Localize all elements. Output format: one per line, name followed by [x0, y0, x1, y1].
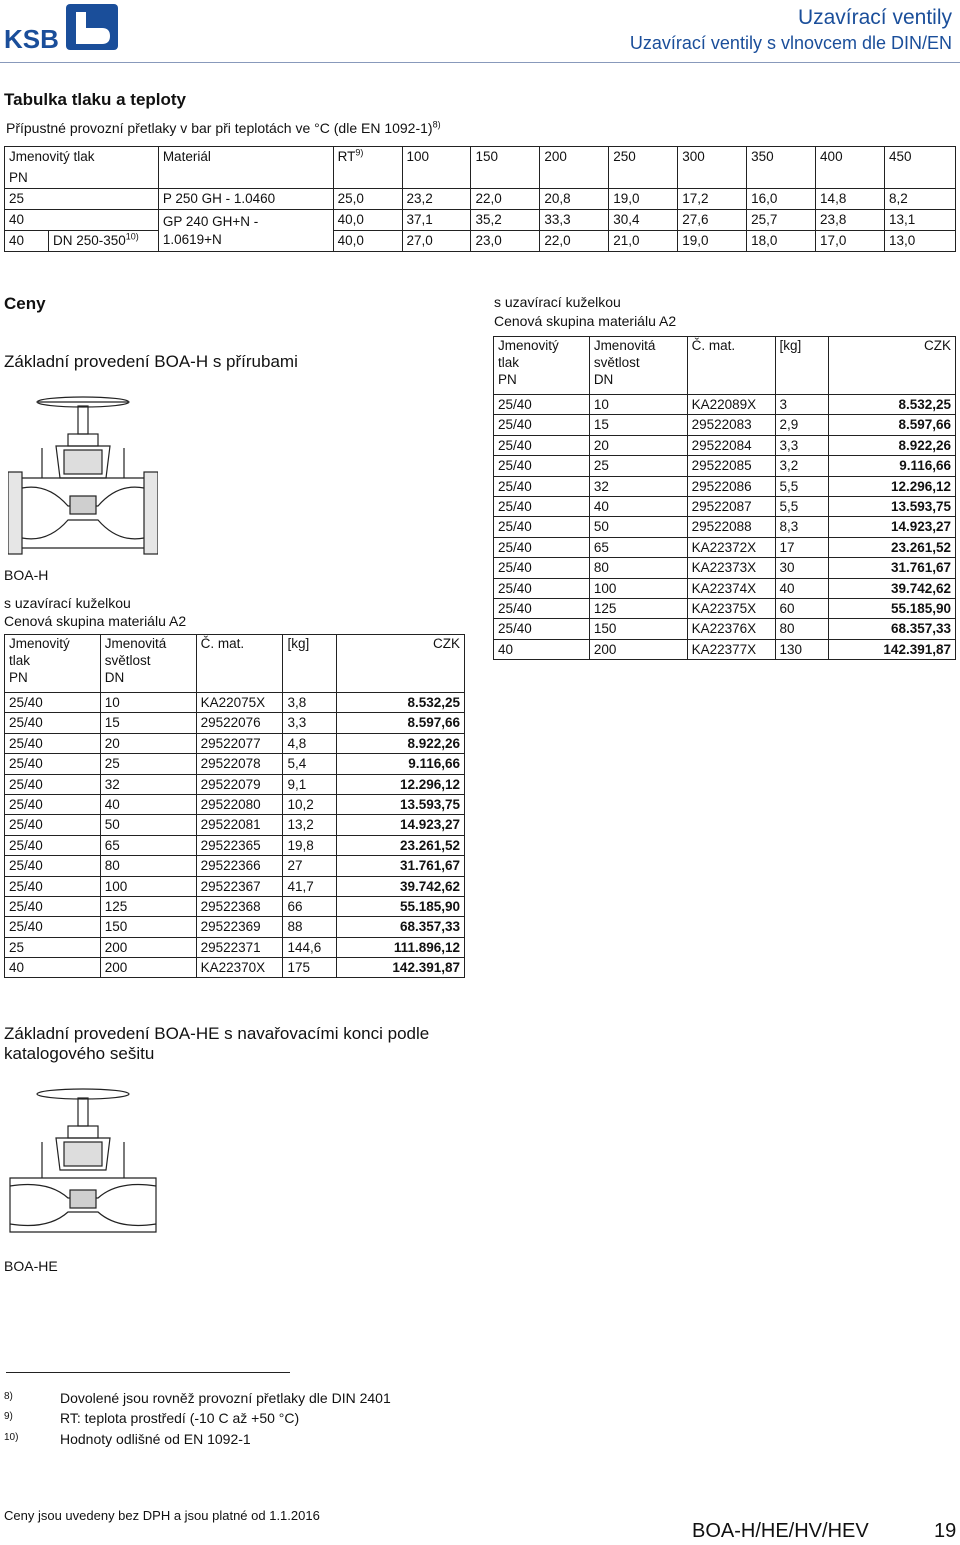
cell-price: 68.357,33: [337, 917, 465, 937]
cell-weight: 8,3: [775, 517, 829, 537]
header-temp: 150: [471, 147, 540, 168]
cell-price: 23.261,52: [337, 835, 465, 855]
cell-dn: 50: [589, 517, 687, 537]
cell-price: 9.116,66: [337, 754, 465, 774]
cell-price: 31.761,67: [829, 558, 956, 578]
cell-dn: 10: [100, 693, 196, 713]
cell-value: 30,4: [609, 210, 678, 231]
cell-price: 13.593,75: [829, 496, 956, 516]
cell-dn: 20: [100, 733, 196, 753]
pressure-section-note: Přípustné provozní přetlaky v bar při teplotách ve °C (dle EN 1092-1)$^{8)}$: [6, 119, 441, 136]
table-row: [494, 558, 956, 578]
cell-value: 40,0: [333, 231, 402, 252]
cell-pn: 25/40: [5, 876, 101, 896]
cell-weight: 5,4: [283, 754, 337, 774]
table-row: [494, 517, 956, 537]
cell-dn: 25: [100, 754, 196, 774]
cell-value: 16,0: [747, 189, 816, 210]
cell-weight: 175: [283, 958, 337, 978]
table2-subtitle: s uzavírací kuželkou: [494, 294, 621, 310]
table-row: [494, 598, 956, 618]
cell-dn: 200: [100, 958, 196, 978]
table-row: [494, 456, 956, 476]
cell-dn: 40: [589, 496, 687, 516]
cell-value: 20,8: [540, 189, 609, 210]
cell-material-number: 29522087: [687, 496, 775, 516]
cell-dn: 15: [589, 415, 687, 435]
header-temp: 250: [609, 147, 678, 168]
cell-value: 40,0: [333, 210, 402, 231]
cell-dn: 32: [589, 476, 687, 496]
table-row: [5, 835, 465, 855]
table-row: [494, 435, 956, 455]
prices-title: Ceny: [4, 294, 46, 313]
table-row: [5, 917, 465, 937]
cell-weight: 66: [283, 896, 337, 916]
table2-material-group: Cenová skupina materiálu A2: [494, 313, 677, 329]
cell-dn: 25: [589, 456, 687, 476]
cell-value: 33,3: [540, 210, 609, 231]
cell-pn: 25/40: [494, 517, 590, 537]
cell-weight: 30: [775, 558, 829, 578]
cell-weight: 3,8: [283, 693, 337, 713]
cell-material-number: KA22089X: [687, 395, 775, 415]
table-row: [5, 231, 956, 252]
cell-pn: 40: [5, 231, 49, 252]
cell-value: 37,1: [402, 210, 471, 231]
cell-pn: 25/40: [5, 835, 101, 855]
cell-weight: 9,1: [283, 774, 337, 794]
table-row: [494, 639, 956, 659]
cell-material-number: 29522078: [196, 754, 283, 774]
cell-material-number: KA22370X: [196, 958, 283, 978]
table-row: [494, 496, 956, 516]
header-pn: Jmenovitý tlak: [5, 147, 159, 168]
cell-price: 39.742,62: [337, 876, 465, 896]
cell-value: 25,0: [333, 189, 402, 210]
header-material: Materiál: [158, 147, 333, 168]
cell-pn: 25/40: [494, 537, 590, 557]
cell-pn: 25/40: [494, 395, 590, 415]
cell-material-number: 29522076: [196, 713, 283, 733]
cell-weight: 19,8: [283, 835, 337, 855]
cell-value: 22,0: [471, 189, 540, 210]
cell-pn: 25/40: [494, 435, 590, 455]
cell-value: 25,7: [747, 210, 816, 231]
cell-pn: 25/40: [5, 917, 101, 937]
table-row: [5, 693, 465, 713]
cell-dn: 10: [589, 395, 687, 415]
cell-material-number: KA22377X: [687, 639, 775, 659]
table-row: [494, 476, 956, 496]
cell-material-number: KA22372X: [687, 537, 775, 557]
header-divider: [0, 62, 960, 63]
page-number: 19: [934, 1520, 957, 1542]
table-row: [5, 713, 465, 733]
logo-text: KSB: [4, 24, 59, 52]
cell-weight: 13,2: [283, 815, 337, 835]
header-temp: 100: [402, 147, 471, 168]
cell-price: 8.532,25: [337, 693, 465, 713]
cell-dn: 65: [589, 537, 687, 557]
cell-weight: 88: [283, 917, 337, 937]
table-row: [5, 896, 465, 916]
cell-material-number: 29522366: [196, 856, 283, 876]
cell-dn: 150: [100, 917, 196, 937]
footer-note: Ceny jsou uvedeny bez DPH a jsou platné od 1.1.2016: [4, 1508, 320, 1523]
table-header-row: [5, 635, 465, 693]
cell-weight: 60: [775, 598, 829, 618]
footnote: 10) Hodnoty odlišné od EN 1092-1: [4, 1431, 251, 1447]
header-price: CZK: [337, 635, 465, 693]
cell-price: 8.922,26: [337, 733, 465, 753]
footer-document-code: BOA-H/HE/HV/HEV: [692, 1520, 869, 1542]
table-row: [494, 415, 956, 435]
boa-he-valve-drawing: [8, 1082, 158, 1250]
cell-dn: 65: [100, 835, 196, 855]
cell-value: 19,0: [678, 231, 747, 252]
cell-dn: 15: [100, 713, 196, 733]
header-price: CZK: [829, 337, 956, 395]
cell-price: 14.923,27: [829, 517, 956, 537]
header-pn-unit: PN: [5, 168, 159, 189]
cell-price: 8.597,66: [337, 713, 465, 733]
footnote-divider: [6, 1372, 290, 1373]
table-header-row-2: [5, 168, 956, 189]
cell-weight: 4,8: [283, 733, 337, 753]
cell-weight: 5,5: [775, 476, 829, 496]
table-row: [5, 189, 956, 210]
table-row: [494, 395, 956, 415]
cell-pn: 25/40: [5, 754, 101, 774]
cell-weight: 3,3: [775, 435, 829, 455]
cell-price: 55.185,90: [829, 598, 956, 618]
cell-weight: 144,6: [283, 937, 337, 957]
cell-pn: 25: [5, 189, 159, 210]
table-row: [5, 815, 465, 835]
cell-material-number: 29522085: [687, 456, 775, 476]
cell-price: 13.593,75: [337, 794, 465, 814]
variant2-title: Základní provedení BOA-HE s navařovacími konci podle katalogového sešitu: [4, 1024, 430, 1063]
table-row: [5, 937, 465, 957]
cell-pn: 40: [5, 958, 101, 978]
table-row: [5, 876, 465, 896]
footnote: 9) RT: teplota prostředí (-10 C až +50 °C): [4, 1410, 300, 1426]
price-table-boa-h: [4, 634, 465, 978]
cell-price: 12.296,12: [337, 774, 465, 794]
cell-pn: 25/40: [494, 598, 590, 618]
cell-material-number: 29522079: [196, 774, 283, 794]
cell-pn: 40: [494, 639, 590, 659]
cell-material-number: 29522367: [196, 876, 283, 896]
cell-pn: 25/40: [494, 558, 590, 578]
ksb-logo: [4, 2, 128, 52]
cell-value: 19,0: [609, 189, 678, 210]
cell-weight: 3,2: [775, 456, 829, 476]
header-pn: Jmenovitý tlak PN: [494, 337, 590, 395]
cell-dn: 200: [100, 937, 196, 957]
cell-price: 23.261,52: [829, 537, 956, 557]
header-material-number: Č. mat.: [196, 635, 283, 693]
cell-material-number: 29522077: [196, 733, 283, 753]
header-temp: 300: [678, 147, 747, 168]
cell-value: 23,2: [402, 189, 471, 210]
cell-price: 111.896,12: [337, 937, 465, 957]
table-row: [5, 210, 956, 231]
cell-weight: 41,7: [283, 876, 337, 896]
cell-value: 13,0: [884, 231, 955, 252]
cell-material-number: 29522365: [196, 835, 283, 855]
cell-value: 27,0: [402, 231, 471, 252]
table1-subtitle: s uzavírací kuželkou: [4, 595, 131, 611]
cell-value: 17,0: [816, 231, 885, 252]
cell-material-number: 29522081: [196, 815, 283, 835]
cell-weight: 17: [775, 537, 829, 557]
cell-pn: 25: [5, 937, 101, 957]
header-title: Uzavírací ventily: [797, 6, 952, 29]
cell-price: 12.296,12: [829, 476, 956, 496]
header-pn: Jmenovitý tlak PN: [5, 635, 101, 693]
cell-pn: 25/40: [5, 713, 101, 733]
cell-material: P 250 GH - 1.0460: [158, 189, 333, 210]
table-row: [494, 619, 956, 639]
cell-price: 31.761,67: [337, 856, 465, 876]
cell-price: 55.185,90: [337, 896, 465, 916]
cell-value: 18,0: [747, 231, 816, 252]
cell-value: 27,6: [678, 210, 747, 231]
cell-price: 68.357,33: [829, 619, 956, 639]
header-material-number: Č. mat.: [687, 337, 775, 395]
cell-material-number: KA22374X: [687, 578, 775, 598]
cell-pn: 25/40: [5, 774, 101, 794]
cell-value: 13,1: [884, 210, 955, 231]
cell-value: 23,8: [816, 210, 885, 231]
table-header-row: [5, 147, 956, 168]
table-row: [494, 537, 956, 557]
cell-pn: 25/40: [5, 733, 101, 753]
cell-pn: 40: [5, 210, 159, 231]
header-subtitle: Uzavírací ventily s vlnovcem dle DIN/EN: [629, 33, 952, 53]
cell-weight: 40: [775, 578, 829, 598]
cell-value: 21,0: [609, 231, 678, 252]
header-weight: [kg]: [283, 635, 337, 693]
cell-pn: 25/40: [494, 415, 590, 435]
table-row: [494, 578, 956, 598]
cell-dn: 100: [100, 876, 196, 896]
header-dn: Jmenovitá světlost DN: [589, 337, 687, 395]
header-temp: 400: [816, 147, 885, 168]
cell-price: 8.532,25: [829, 395, 956, 415]
cell-price: 8.597,66: [829, 415, 956, 435]
cell-value: 22,0: [540, 231, 609, 252]
cell-material-number: 29522371: [196, 937, 283, 957]
header-temp: 450: [884, 147, 955, 168]
table-row: [5, 754, 465, 774]
cell-weight: 3: [775, 395, 829, 415]
cell-price: 9.116,66: [829, 456, 956, 476]
cell-dn: 200: [589, 639, 687, 659]
cell-pn: 25/40: [5, 856, 101, 876]
cell-dn: 80: [589, 558, 687, 578]
cell-dn: 150: [589, 619, 687, 639]
cell-dn: 80: [100, 856, 196, 876]
cell-material-number: 29522368: [196, 896, 283, 916]
cell-value: 8,2: [884, 189, 955, 210]
boa-h-valve-drawing: [8, 388, 158, 558]
cell-material-number: KA22075X: [196, 693, 283, 713]
variant2-image-label: BOA-HE: [4, 1258, 58, 1274]
cell-dn: 40: [100, 794, 196, 814]
cell-dn: 50: [100, 815, 196, 835]
cell-pn: 25/40: [494, 619, 590, 639]
cell-dn: 125: [589, 598, 687, 618]
cell-material-number: KA22375X: [687, 598, 775, 618]
cell-material-number: 29522088: [687, 517, 775, 537]
header-rt: RT$^{9)}$: [333, 147, 402, 168]
header-temp: 200: [540, 147, 609, 168]
cell-pn: 25/40: [494, 456, 590, 476]
table-row: [5, 733, 465, 753]
cell-material-number: 29522086: [687, 476, 775, 496]
cell-weight: 130: [775, 639, 829, 659]
variant1-title: Základní provedení BOA-H s přírubami: [4, 352, 298, 371]
variant1-image-label: BOA-H: [4, 567, 49, 583]
header-weight: [kg]: [775, 337, 829, 395]
cell-material-number: 29522084: [687, 435, 775, 455]
cell-pn: 25/40: [494, 476, 590, 496]
cell-price: 8.922,26: [829, 435, 956, 455]
cell-material-number: KA22376X: [687, 619, 775, 639]
cell-price: 39.742,62: [829, 578, 956, 598]
cell-material-number: 29522080: [196, 794, 283, 814]
cell-value: 17,2: [678, 189, 747, 210]
cell-weight: 10,2: [283, 794, 337, 814]
header-temp: 350: [747, 147, 816, 168]
table-row: [5, 774, 465, 794]
cell-value: 35,2: [471, 210, 540, 231]
cell-weight: 80: [775, 619, 829, 639]
cell-pn: 25/40: [5, 896, 101, 916]
cell-dn: 32: [100, 774, 196, 794]
cell-pn: 25/40: [5, 794, 101, 814]
cell-dn: 20: [589, 435, 687, 455]
footnote: 8) Dovolené jsou rovněž provozní přetlaky dle DIN 2401: [4, 1390, 391, 1406]
table-row: [5, 856, 465, 876]
cell-value: 14,8: [816, 189, 885, 210]
cell-weight: 3,3: [283, 713, 337, 733]
cell-weight: 2,9: [775, 415, 829, 435]
pressure-section-title: Tabulka tlaku a teploty: [4, 90, 187, 109]
cell-dn: DN 250-350$^{10)}$: [48, 231, 158, 252]
cell-pn: 25/40: [494, 578, 590, 598]
cell-value: 23,0: [471, 231, 540, 252]
pressure-temperature-table: [4, 146, 956, 252]
cell-material-number: 29522083: [687, 415, 775, 435]
price-table-boa-he: [493, 336, 956, 660]
cell-material-number: 29522369: [196, 917, 283, 937]
cell-dn: 125: [100, 896, 196, 916]
cell-price: 14.923,27: [337, 815, 465, 835]
table-header-row: [494, 337, 956, 395]
cell-pn: 25/40: [5, 693, 101, 713]
cell-price: 142.391,87: [829, 639, 956, 659]
table-row: [5, 958, 465, 978]
cell-pn: 25/40: [5, 815, 101, 835]
cell-weight: 5,5: [775, 496, 829, 516]
table-row: [5, 794, 465, 814]
table1-material-group: Cenová skupina materiálu A2: [4, 613, 187, 629]
cell-material-number: KA22373X: [687, 558, 775, 578]
cell-material: GP 240 GH+N - 1.0619+N: [158, 210, 333, 252]
cell-pn: 25/40: [494, 496, 590, 516]
cell-price: 142.391,87: [337, 958, 465, 978]
header-dn: Jmenovitá světlost DN: [100, 635, 196, 693]
cell-weight: 27: [283, 856, 337, 876]
cell-dn: 100: [589, 578, 687, 598]
